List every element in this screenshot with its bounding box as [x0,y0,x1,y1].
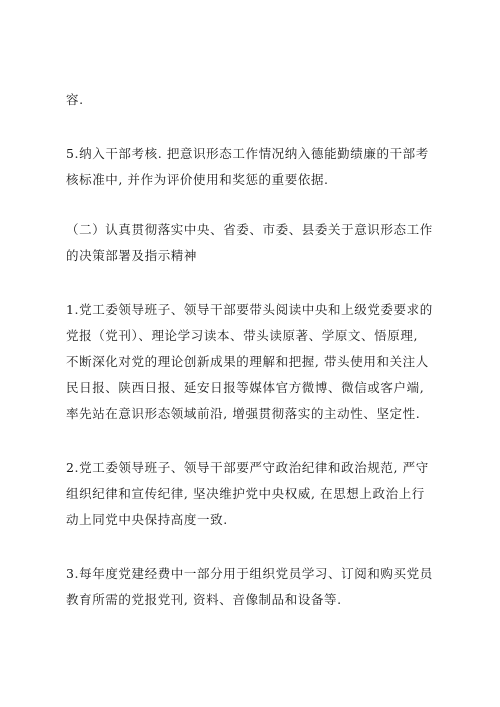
paragraph-5-line-1: 教育所需的党报党刊, 资料、音像制品和设备等. [66,592,342,607]
paragraph-3-line-3: 民日报、陕西日报、延安日报等媒体官方微博、微信或客户端, [66,380,425,395]
paragraph-4-line-2: 动上同党中央保持高度一致. [66,512,228,527]
paragraph-2-line-1: 的决策部署及指示精神 [66,248,198,263]
paragraph-3-line-0: 1.党工委领导班子、领导干部要带头阅读中央和上级党委要求的 [66,302,433,317]
paragraph-1-line-0: 5.纳入干部考核. 把意识形态工作情况纳入德能勤绩廉的干部考 [66,146,429,161]
paragraph-3-line-1: 党报（党刊）、理论学习读本、带头读原著、学原文、悟原理, [66,328,419,343]
paragraph-4-line-1: 组织纪律和宣传纪律, 坚决维护党中央权威, 在思想上政治上行 [66,486,425,501]
paragraph-5-line-0: 3.每年度党建经费中一部分用于组织党员学习、订阅和购买党员 [66,566,433,581]
paragraph-0-line-0: 容. [66,92,84,107]
paragraph-4-line-0: 2.党工委领导班子、领导干部要严守政治纪律和政治规范, 严守 [66,460,429,475]
paragraph-2-line-0: （二）认真贯彻落实中央、省委、市委、县委关于意识形态工作 [66,222,433,237]
paragraph-1-line-1: 核标准中, 并作为评价使用和奖惩的重要依据. [66,172,329,187]
paragraph-3-line-2: 不断深化对党的理论创新成果的理解和把握, 带头使用和关注人 [66,354,429,369]
paragraph-3-line-4: 率先站在意识形态领域前沿, 增强贯彻落实的主动性、坚定性. [66,406,421,421]
